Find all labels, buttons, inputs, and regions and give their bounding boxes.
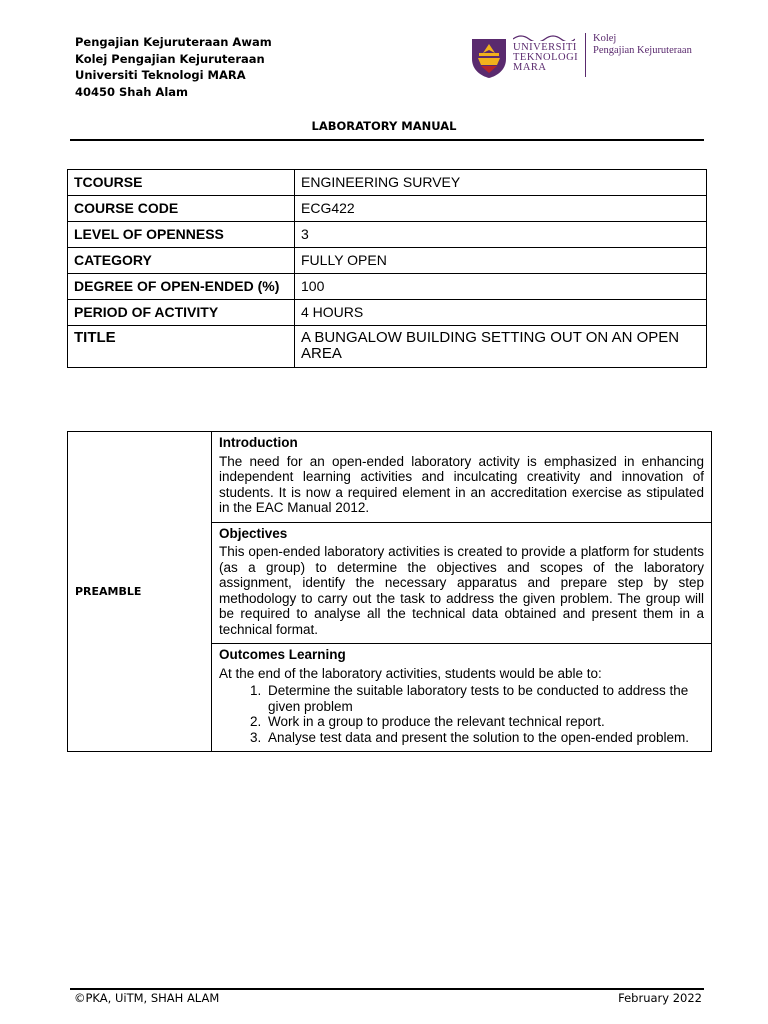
table-row <box>68 248 707 274</box>
table-row <box>68 432 712 523</box>
section-body: At the end of the laboratory activities, students would be able to: <box>219 665 602 681</box>
header-rule <box>70 139 704 141</box>
jawi-text-icon <box>513 33 575 41</box>
address-line: Universiti Teknologi MARA <box>75 68 246 82</box>
section-body: The need for an open-ended laboratory activity is emphasized in enhancing independent learning activities and inculcating creativity and innovation of students. It is now a required element in an accreditation exercise as stipulated in the EAC Manual 2012. <box>219 453 704 515</box>
info-value: A BUNGALOW BUILDING SETTING OUT ON AN OPEN AREA <box>295 326 707 368</box>
info-label: TCOURSE <box>68 170 295 196</box>
footer-rule <box>70 988 704 990</box>
info-label: PERIOD OF ACTIVITY <box>68 300 295 326</box>
university-name: UNIVERSITI TEKNOLOGI MARA <box>513 42 579 73</box>
list-item: 3. Analyse test data and present the solution to the open-ended problem. <box>265 730 704 746</box>
uitm-logo <box>469 33 709 81</box>
logo-divider <box>585 33 586 77</box>
kolej-name: Kolej Pengajian Kejuruteraan <box>593 33 692 56</box>
footer-copyright: ©PKA, UiTM, SHAH ALAM <box>74 991 220 1005</box>
outcomes-section <box>212 644 712 752</box>
list-item: 2. Work in a group to produce the relevant technical report. <box>265 714 704 730</box>
preamble-table <box>67 431 712 752</box>
section-heading: Objectives <box>219 525 288 541</box>
table-row <box>68 300 707 326</box>
section-body: This open-ended laboratory activities is created to provide a platform for students (as a group) to determine the objectives and scopes of the laboratory assignment, identify the necessary apparatus and prepare step by step methodology to carry out the task to address the given problem. The group will be required to analyse all the technical data obtained and present them in a technical format. <box>219 544 704 637</box>
uitm-crest-icon <box>469 35 509 79</box>
address-line: Kolej Pengajian Kejuruteraan <box>75 51 265 66</box>
info-value: 100 <box>295 274 707 300</box>
list-item: 1. Determine the suitable laboratory tests to be conducted to address the given problem <box>265 683 704 714</box>
table-row <box>68 196 707 222</box>
info-label: COURSE CODE <box>68 196 295 222</box>
table-row <box>68 274 707 300</box>
info-label: CATEGORY <box>68 248 295 274</box>
table-row <box>68 170 707 196</box>
info-value: 3 <box>295 222 707 248</box>
info-label: DEGREE OF OPEN-ENDED (%) <box>68 274 295 300</box>
institution-address <box>75 34 272 100</box>
table-row <box>68 222 707 248</box>
info-value: ENGINEERING SURVEY <box>295 170 707 196</box>
outcomes-list <box>219 683 704 745</box>
address-line: Pengajian Kejuruteraan Awam <box>75 35 272 49</box>
table-row <box>68 326 707 368</box>
info-label: TITLE <box>68 326 295 368</box>
document-title: LABORATORY MANUAL <box>311 119 457 133</box>
section-heading: Outcomes Learning <box>219 647 346 662</box>
info-value: ECG422 <box>295 196 707 222</box>
preamble-label: PREAMBLE <box>68 432 212 752</box>
info-value: FULLY OPEN <box>295 248 707 274</box>
section-heading: Introduction <box>219 435 298 450</box>
objectives-section <box>212 522 712 644</box>
course-info-table <box>67 169 707 368</box>
info-label: LEVEL OF OPENNESS <box>68 222 295 248</box>
info-value: 4 HOURS <box>295 300 707 326</box>
footer-date: February 2022 <box>618 991 702 1005</box>
address-line: 40450 Shah Alam <box>75 84 189 99</box>
introduction-section <box>212 432 712 523</box>
